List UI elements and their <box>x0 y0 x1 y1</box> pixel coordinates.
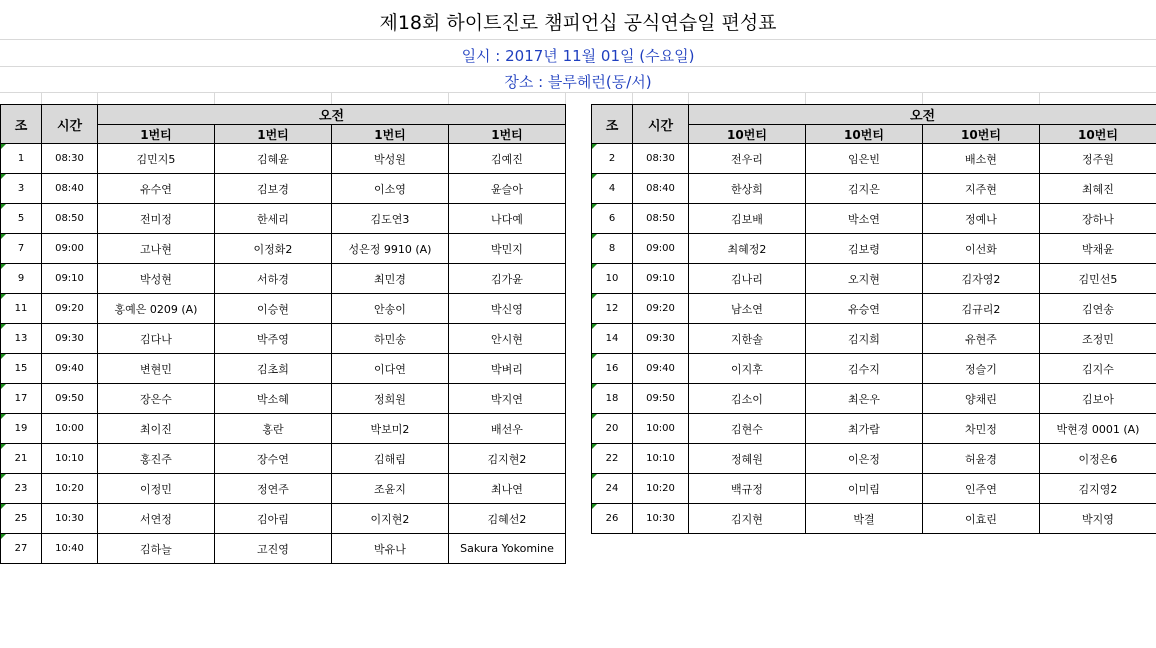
player-cell[interactable]: 하민송 <box>332 324 449 354</box>
group-number: 4 <box>608 183 616 194</box>
player-cell[interactable]: 박현경 0001 (A) <box>1040 414 1156 444</box>
player-cell[interactable]: 백규정 <box>689 474 806 504</box>
player-cell[interactable]: 이정은6 <box>1040 444 1156 474</box>
group-number-cell[interactable] <box>592 324 633 354</box>
cell-comment-marker <box>592 414 597 419</box>
group-number: 1 <box>17 153 25 164</box>
player-cell[interactable]: 박채윤 <box>1040 234 1156 264</box>
player-cell[interactable]: 이선화 <box>923 234 1040 264</box>
player-cell[interactable]: 나다예 <box>449 204 566 234</box>
schedule-table-right <box>591 104 1156 534</box>
tee-time-cell[interactable]: 10:40 <box>42 534 98 564</box>
player-cell[interactable]: 김예진 <box>449 144 566 174</box>
table-row <box>592 264 1156 294</box>
cell-comment-marker <box>1 534 6 539</box>
group-number: 23 <box>14 483 28 494</box>
player-cell[interactable]: 장수연 <box>215 444 332 474</box>
player-cell[interactable]: 서하경 <box>215 264 332 294</box>
cell-comment-marker <box>1 144 6 149</box>
player-cell[interactable]: 조정민 <box>1040 324 1156 354</box>
group-number-cell[interactable] <box>1 294 42 324</box>
player-cell[interactable]: 김다나 <box>98 324 215 354</box>
group-number-cell[interactable] <box>1 174 42 204</box>
player-cell[interactable]: 배선우 <box>449 414 566 444</box>
player-cell[interactable]: 박주영 <box>215 324 332 354</box>
cell-comment-marker <box>592 324 597 329</box>
player-cell[interactable]: 김혜선2 <box>449 504 566 534</box>
group-number: 24 <box>605 483 619 494</box>
tee-time-cell[interactable]: 10:00 <box>633 414 689 444</box>
player-cell[interactable]: 전미정 <box>98 204 215 234</box>
player-cell[interactable]: 박벼리 <box>449 354 566 384</box>
cell-comment-marker <box>592 474 597 479</box>
player-cell[interactable]: 지한솔 <box>689 324 806 354</box>
gridline <box>565 92 566 104</box>
tee-time-cell[interactable]: 09:00 <box>633 234 689 264</box>
player-cell[interactable]: 조윤지 <box>332 474 449 504</box>
player-cell[interactable]: 정연주 <box>215 474 332 504</box>
tee-time-cell[interactable]: 09:40 <box>42 354 98 384</box>
tee-time-cell[interactable]: 10:30 <box>633 504 689 534</box>
group-number: 15 <box>14 363 28 374</box>
tee-time-cell[interactable]: 08:30 <box>633 144 689 174</box>
player-cell[interactable]: 이지후 <box>689 354 806 384</box>
tee-time-cell[interactable]: 08:40 <box>42 174 98 204</box>
player-cell[interactable]: 홍진주 <box>98 444 215 474</box>
player-cell[interactable]: 김민선5 <box>1040 264 1156 294</box>
gridline <box>0 92 1156 93</box>
player-cell[interactable]: 홍예은 0209 (A) <box>98 294 215 324</box>
group-number: 10 <box>605 273 619 284</box>
group-number: 6 <box>608 213 616 224</box>
player-cell[interactable]: 한상희 <box>689 174 806 204</box>
group-number-cell[interactable] <box>1 504 42 534</box>
player-cell[interactable]: 이정민 <box>98 474 215 504</box>
cell-comment-marker <box>1 204 6 209</box>
cell-comment-marker <box>592 444 597 449</box>
gridline <box>632 92 633 104</box>
tee-header: 1번티 <box>332 125 449 144</box>
player-cell[interactable]: 박성원 <box>332 144 449 174</box>
time-header: 시간 <box>42 105 98 144</box>
player-cell[interactable]: 지주현 <box>923 174 1040 204</box>
table-row <box>592 504 1156 534</box>
tee-time-cell[interactable]: 08:50 <box>42 204 98 234</box>
player-cell[interactable]: 유수연 <box>98 174 215 204</box>
player-cell[interactable]: 장하나 <box>1040 204 1156 234</box>
cell-comment-marker <box>592 174 597 179</box>
player-cell[interactable]: 김수지 <box>806 354 923 384</box>
table-row <box>1 324 566 354</box>
group-number: 25 <box>14 513 28 524</box>
player-cell[interactable]: 김보아 <box>1040 384 1156 414</box>
player-cell[interactable]: 김가윤 <box>449 264 566 294</box>
player-cell[interactable]: 안시현 <box>449 324 566 354</box>
tee-time-cell[interactable]: 09:30 <box>42 324 98 354</box>
group-number: 18 <box>605 393 619 404</box>
tee-time-cell[interactable]: 09:30 <box>633 324 689 354</box>
tee-time-cell[interactable]: 10:20 <box>633 474 689 504</box>
player-cell[interactable]: 박지영 <box>1040 504 1156 534</box>
cell-comment-marker <box>1 324 6 329</box>
tee-header: 1번티 <box>449 125 566 144</box>
group-number-cell[interactable] <box>592 294 633 324</box>
table-row <box>1 204 566 234</box>
tee-time-cell[interactable]: 08:30 <box>42 144 98 174</box>
table-row <box>592 444 1156 474</box>
group-number-cell[interactable] <box>592 474 633 504</box>
tee-header: 10번티 <box>1040 125 1156 144</box>
player-cell[interactable]: 김지현 <box>689 504 806 534</box>
player-cell[interactable]: 박결 <box>806 504 923 534</box>
group-number: 22 <box>605 453 619 464</box>
gridline <box>688 92 689 104</box>
cell-comment-marker <box>1 474 6 479</box>
cell-comment-marker <box>1 504 6 509</box>
player-cell[interactable]: 유승연 <box>806 294 923 324</box>
group-number-cell[interactable] <box>1 534 42 564</box>
cell-comment-marker <box>592 384 597 389</box>
player-cell[interactable]: 최가람 <box>806 414 923 444</box>
cell-comment-marker <box>1 354 6 359</box>
gridline <box>331 92 332 104</box>
gridline <box>41 92 42 104</box>
cell-comment-marker <box>592 354 597 359</box>
tee-time-cell[interactable]: 09:20 <box>42 294 98 324</box>
player-cell[interactable]: 최은우 <box>806 384 923 414</box>
player-cell[interactable]: 홍란 <box>215 414 332 444</box>
player-cell[interactable]: 김보경 <box>215 174 332 204</box>
player-cell[interactable]: 인주연 <box>923 474 1040 504</box>
player-cell[interactable]: 김지희 <box>806 324 923 354</box>
player-cell[interactable]: 김규리2 <box>923 294 1040 324</box>
player-cell[interactable]: 허윤경 <box>923 444 1040 474</box>
group-number-cell[interactable] <box>592 354 633 384</box>
player-cell[interactable]: 박민지 <box>449 234 566 264</box>
player-cell[interactable]: 김지영2 <box>1040 474 1156 504</box>
player-cell[interactable]: 박신영 <box>449 294 566 324</box>
table-row <box>1 144 566 174</box>
group-number: 27 <box>14 543 28 554</box>
player-cell[interactable]: 김혜윤 <box>215 144 332 174</box>
player-cell[interactable]: 정주원 <box>1040 144 1156 174</box>
player-cell[interactable]: 배소현 <box>923 144 1040 174</box>
player-cell[interactable]: 장은수 <box>98 384 215 414</box>
table-row <box>592 474 1156 504</box>
player-cell[interactable]: 김아림 <box>215 504 332 534</box>
player-cell[interactable]: 박유나 <box>332 534 449 564</box>
tee-time-cell[interactable]: 10:20 <box>42 474 98 504</box>
gridline <box>922 92 923 104</box>
player-cell[interactable]: 박지연 <box>449 384 566 414</box>
page-title: 제18회 하이트진로 챔피언십 공식연습일 편성표 <box>379 12 777 34</box>
cell-comment-marker <box>1 174 6 179</box>
player-cell[interactable]: 변현민 <box>98 354 215 384</box>
tee-time-cell[interactable]: 08:50 <box>633 204 689 234</box>
tee-header: 10번티 <box>806 125 923 144</box>
group-number: 8 <box>608 243 616 254</box>
table-row <box>592 414 1156 444</box>
group-number-cell[interactable] <box>1 354 42 384</box>
player-cell[interactable]: 김자영2 <box>923 264 1040 294</box>
tee-time-cell[interactable]: 09:10 <box>42 264 98 294</box>
tee-header: 1번티 <box>215 125 332 144</box>
table-row <box>1 354 566 384</box>
player-cell[interactable]: 박소연 <box>806 204 923 234</box>
table-row <box>592 234 1156 264</box>
player-cell[interactable]: 김소이 <box>689 384 806 414</box>
group-header: 조 <box>1 105 42 144</box>
table-row <box>1 504 566 534</box>
group-number: 26 <box>605 513 619 524</box>
player-cell[interactable]: 한세리 <box>215 204 332 234</box>
player-cell[interactable]: 임은빈 <box>806 144 923 174</box>
gridline <box>805 92 806 104</box>
cell-comment-marker <box>592 294 597 299</box>
table-row <box>592 384 1156 414</box>
player-cell[interactable]: 최혜정2 <box>689 234 806 264</box>
player-cell[interactable]: 박보미2 <box>332 414 449 444</box>
cell-comment-marker <box>1 384 6 389</box>
player-cell[interactable]: 김지은 <box>806 174 923 204</box>
player-cell[interactable]: 이지현2 <box>332 504 449 534</box>
tee-header: 1번티 <box>98 125 215 144</box>
group-number: 21 <box>14 453 28 464</box>
group-number-cell[interactable] <box>1 414 42 444</box>
player-cell[interactable]: 김도연3 <box>332 204 449 234</box>
date-line: 일시 : 2017년 11월 01일 (수요일) <box>461 47 695 65</box>
group-number: 5 <box>17 213 25 224</box>
group-number: 19 <box>14 423 28 434</box>
cell-comment-marker <box>592 234 597 239</box>
gridline <box>97 92 98 104</box>
player-cell[interactable]: 박소혜 <box>215 384 332 414</box>
group-number-cell[interactable] <box>592 144 633 174</box>
player-cell[interactable]: 최혜진 <box>1040 174 1156 204</box>
group-number-cell[interactable] <box>1 204 42 234</box>
group-number-cell[interactable] <box>1 474 42 504</box>
group-number-cell[interactable] <box>1 324 42 354</box>
player-cell[interactable]: 정예나 <box>923 204 1040 234</box>
group-number: 3 <box>17 183 25 194</box>
group-number-cell[interactable] <box>592 204 633 234</box>
player-cell[interactable]: 박성현 <box>98 264 215 294</box>
group-number-cell[interactable] <box>592 444 633 474</box>
player-cell[interactable]: 성은정 9910 (A) <box>332 234 449 264</box>
table-row <box>1 234 566 264</box>
player-cell[interactable]: 남소연 <box>689 294 806 324</box>
table-row <box>592 174 1156 204</box>
group-number: 12 <box>605 303 619 314</box>
player-cell[interactable]: 양채린 <box>923 384 1040 414</box>
cell-comment-marker <box>1 444 6 449</box>
player-cell[interactable]: 김민지5 <box>98 144 215 174</box>
table-row <box>1 414 566 444</box>
table-row <box>1 174 566 204</box>
table-row <box>1 534 566 564</box>
cell-comment-marker <box>592 504 597 509</box>
player-cell[interactable]: 김나리 <box>689 264 806 294</box>
player-cell[interactable]: 김지현2 <box>449 444 566 474</box>
player-cell[interactable]: 정슬기 <box>923 354 1040 384</box>
player-cell[interactable]: 안송이 <box>332 294 449 324</box>
player-cell[interactable]: 고나현 <box>98 234 215 264</box>
player-cell[interactable]: 최나연 <box>449 474 566 504</box>
tee-header: 10번티 <box>689 125 806 144</box>
player-cell[interactable]: 이은정 <box>806 444 923 474</box>
group-number: 11 <box>14 303 28 314</box>
venue-line: 장소 : 블루헤런(동/서) <box>504 73 652 91</box>
group-number: 16 <box>605 363 619 374</box>
cell-comment-marker <box>1 264 6 269</box>
gridline <box>0 39 1156 40</box>
player-cell[interactable]: 차민정 <box>923 414 1040 444</box>
player-cell[interactable]: 이미림 <box>806 474 923 504</box>
player-cell[interactable]: 윤슬아 <box>449 174 566 204</box>
tee-time-cell[interactable]: 09:40 <box>633 354 689 384</box>
player-cell[interactable]: 전우리 <box>689 144 806 174</box>
schedule-table-left <box>0 104 566 564</box>
group-number: 14 <box>605 333 619 344</box>
player-cell[interactable]: 정혜원 <box>689 444 806 474</box>
table-row <box>592 294 1156 324</box>
player-cell[interactable]: Sakura Yokomine <box>449 534 566 564</box>
tee-time-cell[interactable]: 09:50 <box>633 384 689 414</box>
group-number: 7 <box>17 243 25 254</box>
player-cell[interactable]: 김보배 <box>689 204 806 234</box>
table-row <box>1 384 566 414</box>
player-cell[interactable]: 김하늘 <box>98 534 215 564</box>
gridline <box>448 92 449 104</box>
group-number-cell[interactable] <box>1 264 42 294</box>
gridline <box>0 66 1156 67</box>
group-number-cell[interactable] <box>1 444 42 474</box>
cell-comment-marker <box>1 234 6 239</box>
cell-comment-marker <box>592 144 597 149</box>
cell-comment-marker <box>1 294 6 299</box>
tee-time-cell[interactable]: 10:30 <box>42 504 98 534</box>
player-cell[interactable]: 이효린 <box>923 504 1040 534</box>
table-row <box>592 144 1156 174</box>
gridline <box>214 92 215 104</box>
group-number-cell[interactable] <box>1 384 42 414</box>
table-row <box>592 324 1156 354</box>
player-cell[interactable]: 이정화2 <box>215 234 332 264</box>
tee-time-cell[interactable]: 09:20 <box>633 294 689 324</box>
player-cell[interactable]: 이소영 <box>332 174 449 204</box>
player-cell[interactable]: 김현수 <box>689 414 806 444</box>
group-number-cell[interactable] <box>1 234 42 264</box>
table-row <box>1 474 566 504</box>
table-row <box>1 264 566 294</box>
cell-comment-marker <box>592 204 597 209</box>
player-cell[interactable]: 최민경 <box>332 264 449 294</box>
cell-comment-marker <box>592 264 597 269</box>
player-cell[interactable]: 정희원 <box>332 384 449 414</box>
tee-time-cell[interactable]: 10:10 <box>633 444 689 474</box>
group-number: 2 <box>608 153 616 164</box>
session-header: 오전 <box>98 105 566 125</box>
player-cell[interactable]: 김연송 <box>1040 294 1156 324</box>
tee-time-cell[interactable]: 10:00 <box>42 414 98 444</box>
time-header: 시간 <box>633 105 689 144</box>
table-row <box>1 294 566 324</box>
tee-time-cell[interactable]: 10:10 <box>42 444 98 474</box>
group-number-cell[interactable] <box>592 504 633 534</box>
group-number-cell[interactable] <box>592 384 633 414</box>
player-cell[interactable]: 서연정 <box>98 504 215 534</box>
tee-time-cell[interactable]: 09:50 <box>42 384 98 414</box>
tee-time-cell[interactable]: 08:40 <box>633 174 689 204</box>
tee-header: 10번티 <box>923 125 1040 144</box>
player-cell[interactable]: 이다연 <box>332 354 449 384</box>
gridline <box>1039 92 1040 104</box>
session-header: 오전 <box>689 105 1156 125</box>
player-cell[interactable]: 오지현 <box>806 264 923 294</box>
group-number-cell[interactable] <box>1 144 42 174</box>
player-cell[interactable]: 유현주 <box>923 324 1040 354</box>
table-row <box>1 444 566 474</box>
player-cell[interactable]: 이승현 <box>215 294 332 324</box>
group-number-cell[interactable] <box>592 264 633 294</box>
tee-time-cell[interactable]: 09:00 <box>42 234 98 264</box>
player-cell[interactable]: 최이진 <box>98 414 215 444</box>
group-number-cell[interactable] <box>592 234 633 264</box>
group-number-cell[interactable] <box>592 174 633 204</box>
player-cell[interactable]: 김지수 <box>1040 354 1156 384</box>
group-header: 조 <box>592 105 633 144</box>
group-number: 17 <box>14 393 28 404</box>
group-number: 9 <box>17 273 25 284</box>
player-cell[interactable]: 김해림 <box>332 444 449 474</box>
group-number: 20 <box>605 423 619 434</box>
player-cell[interactable]: 고진영 <box>215 534 332 564</box>
table-row <box>592 354 1156 384</box>
group-number: 13 <box>14 333 28 344</box>
player-cell[interactable]: 김초희 <box>215 354 332 384</box>
cell-comment-marker <box>1 414 6 419</box>
player-cell[interactable]: 김보령 <box>806 234 923 264</box>
tee-time-cell[interactable]: 09:10 <box>633 264 689 294</box>
group-number-cell[interactable] <box>592 414 633 444</box>
table-row <box>592 204 1156 234</box>
